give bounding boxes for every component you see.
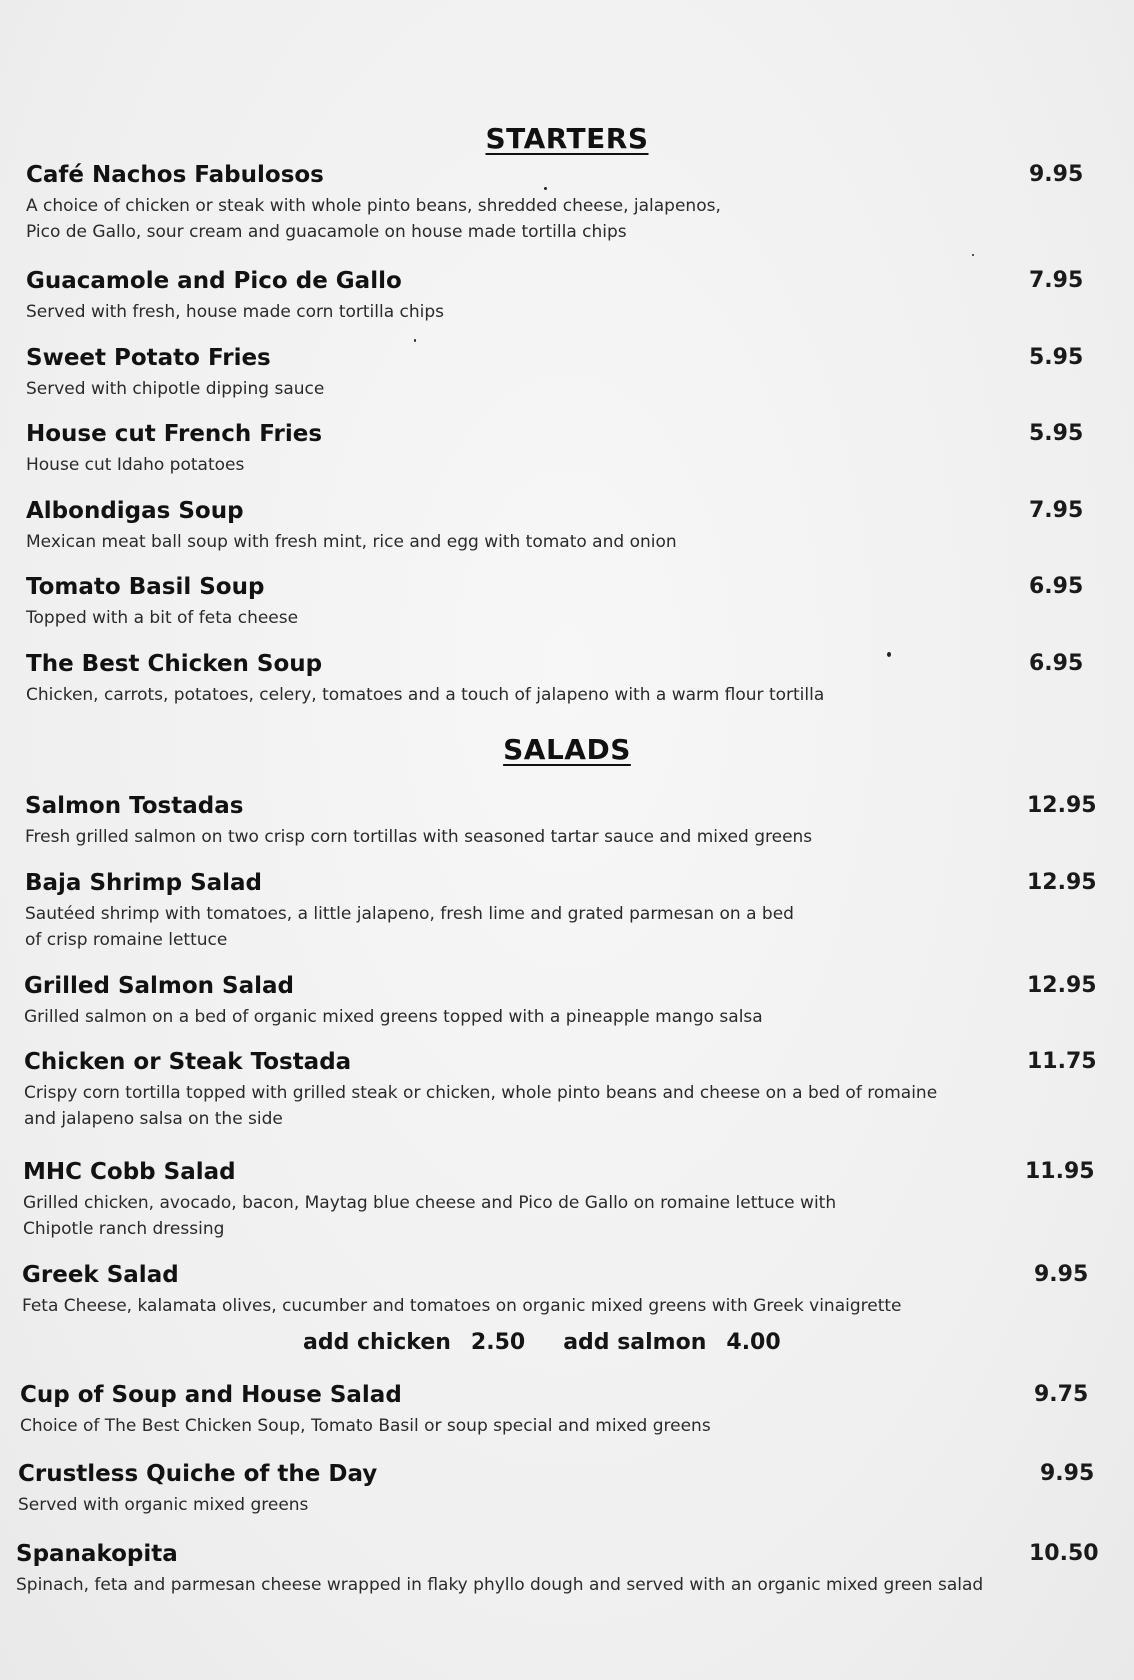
item-description: Served with fresh, house made corn tortilla chips <box>26 302 445 322</box>
item-price: 7.95 <box>1029 498 1084 523</box>
item-name: Albondigas Soup <box>26 498 244 524</box>
item-name: Cup of Soup and House Salad <box>20 1382 402 1408</box>
item-name: Crustless Quiche of the Day <box>18 1461 378 1487</box>
scan-speck <box>544 187 547 190</box>
salad-addons <box>303 1330 781 1355</box>
item-price: 5.95 <box>1029 421 1084 446</box>
item-description: Served with organic mixed greens <box>18 1495 309 1515</box>
item-description: Fresh grilled salmon on two crisp corn tortillas with seasoned tartar sauce and mixed greens <box>25 827 813 847</box>
item-description: Feta Cheese, kalamata olives, cucumber and tomatoes on organic mixed greens with Greek vinaigrette <box>22 1296 902 1316</box>
item-description: Chicken, carrots, potatoes, celery, tomatoes and a touch of jalapeno with a warm flour tortilla <box>26 685 825 705</box>
item-price: 5.95 <box>1029 345 1084 370</box>
item-price: 9.95 <box>1040 1461 1095 1486</box>
item-price: 12.95 <box>1027 793 1097 818</box>
item-name: Sweet Potato Fries <box>26 345 271 371</box>
item-name: Baja Shrimp Salad <box>25 870 263 896</box>
addon-chicken-label: add chicken <box>303 1330 451 1355</box>
salads-heading: SALADS <box>503 733 631 766</box>
item-description: Spinach, feta and parmesan cheese wrapped in flaky phyllo dough and served with an organic mixed green salad <box>16 1575 984 1595</box>
item-price: 7.95 <box>1029 268 1084 293</box>
item-name: Guacamole and Pico de Gallo <box>26 268 402 294</box>
addon-salmon-label: add salmon <box>563 1330 707 1355</box>
scan-speck <box>972 254 974 256</box>
item-price: 6.95 <box>1029 574 1084 599</box>
item-price: 12.95 <box>1027 870 1097 895</box>
item-name: Spanakopita <box>16 1541 178 1567</box>
item-name: Tomato Basil Soup <box>26 574 265 600</box>
starters-heading: STARTERS <box>485 122 649 155</box>
item-price: 11.95 <box>1025 1159 1095 1184</box>
scan-speck <box>414 339 416 342</box>
item-name: Grilled Salmon Salad <box>24 973 295 999</box>
item-description: House cut Idaho potatoes <box>26 455 245 475</box>
addon-salmon-price: 4.00 <box>726 1330 781 1355</box>
item-price: 12.95 <box>1027 973 1097 998</box>
item-price: 11.75 <box>1027 1049 1097 1074</box>
item-description: Grilled salmon on a bed of organic mixed greens topped with a pineapple mango salsa <box>24 1007 763 1027</box>
item-name: MHC Cobb Salad <box>23 1159 236 1185</box>
item-name: House cut French Fries <box>26 421 323 447</box>
item-price: 9.95 <box>1034 1262 1089 1287</box>
item-name: Café Nachos Fabulosos <box>26 162 324 188</box>
item-description: Grilled chicken, avocado, bacon, Maytag blue cheese and Pico de Gallo on romaine lettuce with Chipotle ranch dressing <box>23 1193 837 1239</box>
item-name: Salmon Tostadas <box>25 793 244 819</box>
item-name: Chicken or Steak Tostada <box>24 1049 352 1075</box>
item-name: Greek Salad <box>22 1262 179 1288</box>
item-description: Mexican meat ball soup with fresh mint, rice and egg with tomato and onion <box>26 532 677 552</box>
item-description: Choice of The Best Chicken Soup, Tomato Basil or soup special and mixed greens <box>20 1416 711 1436</box>
item-name: The Best Chicken Soup <box>26 651 323 677</box>
item-description: Topped with a bit of feta cheese <box>26 608 299 628</box>
scan-speck <box>887 652 891 657</box>
item-description: Sautéed shrimp with tomatoes, a little jalapeno, fresh lime and grated parmesan on a bed of crisp romaine lettuce <box>25 904 794 950</box>
item-price: 6.95 <box>1029 651 1084 676</box>
item-description: A choice of chicken or steak with whole pinto beans, shredded cheese, jalapenos, Pico de Gallo, sour cream and guacamole on house made tortilla chips <box>26 196 721 242</box>
item-price: 10.50 <box>1029 1541 1099 1566</box>
addon-chicken-price: 2.50 <box>470 1330 526 1355</box>
item-description: Served with chipotle dipping sauce <box>26 379 325 399</box>
item-price: 9.95 <box>1029 162 1084 187</box>
item-price: 9.75 <box>1034 1382 1089 1407</box>
item-description: Crispy corn tortilla topped with grilled steak or chicken, whole pinto beans and cheese on a bed of romaine and jalapeno salsa on the side <box>24 1083 938 1129</box>
